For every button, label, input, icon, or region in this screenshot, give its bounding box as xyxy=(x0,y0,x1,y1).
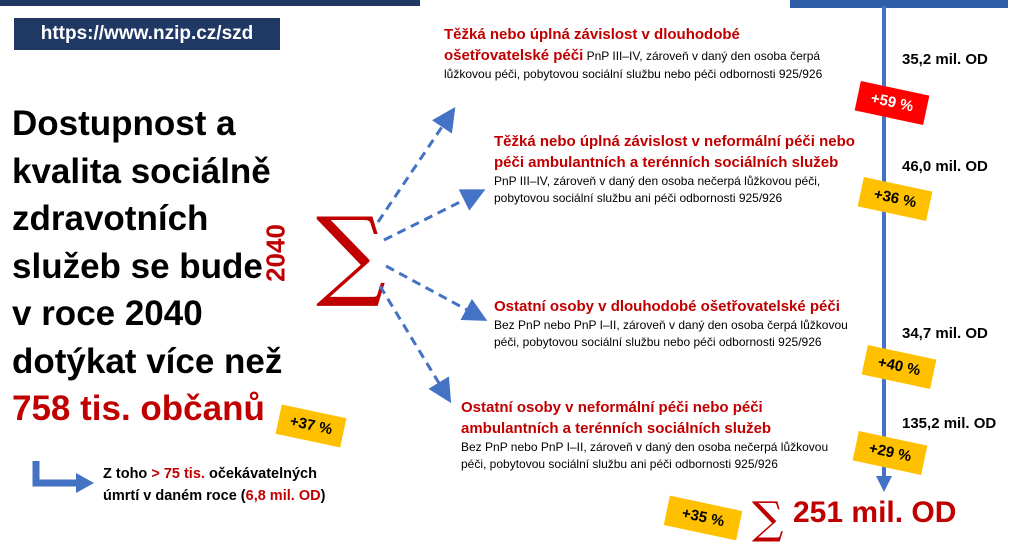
group-description: PnP III–IV, zároveň v daný den osoba čerpá lůžkovou péči, pobytovou sociální službu nebo péči odbornosti 925/926 xyxy=(444,49,823,81)
group-1 xyxy=(444,24,844,83)
headline-line: služeb se bude xyxy=(12,246,263,286)
headline-line: zdravotních xyxy=(12,199,209,238)
dashed-arrow xyxy=(386,266,482,318)
headline-line: Dostupnost a xyxy=(12,104,236,143)
group-title: Ostatní osoby v dlouhodobé ošetřovatelské péči xyxy=(494,298,840,315)
group-title: Těžká nebo úplná závislost v neformální péči nebo péči ambulantních a terénních sociálních služeb xyxy=(494,133,855,171)
group-2 xyxy=(494,131,859,207)
group-4 xyxy=(461,397,841,473)
group-growth-badge: +29 % xyxy=(853,431,928,475)
group-description: PnP III–IV, zároveň v daný den osoba nečerpá lůžkovou péči, pobytovou sociální službu ani péči odbornosti 925/926 xyxy=(494,174,821,205)
group-growth-badge: +36 % xyxy=(858,177,933,221)
dashed-arrow xyxy=(380,286,448,398)
group-value: 135,2 mil. OD xyxy=(902,415,997,432)
total-value: 251 mil. OD xyxy=(793,496,957,529)
group-growth-badge: +40 % xyxy=(862,345,937,389)
headline-growth-badge: +37 % xyxy=(276,404,347,447)
headline-line: v roce 2040 xyxy=(12,294,203,333)
headline-highlight: 758 tis. občanů xyxy=(12,389,265,428)
source-url-label: https://www.nzip.cz/szd xyxy=(14,18,280,50)
headline-line: dotýkat více než xyxy=(12,341,283,381)
dashed-arrow xyxy=(384,192,480,240)
total-growth-badge: +35 % xyxy=(664,496,743,541)
vertical-arrow-head xyxy=(876,476,892,492)
group-description: Bez PnP nebo PnP I–II, zároveň v daný den osoba nečerpá lůžkovou péči, pobytovou sociální službu ani péči odbornosti 925/926 xyxy=(461,440,829,471)
group-3 xyxy=(494,296,849,351)
group-description: Bez PnP nebo PnP I–II, zároveň v daný den osoba čerpá lůžkovou péči, pobytovou sociální službu nebo péči odbornosti 925/926 xyxy=(494,318,848,349)
note-highlight-od: 6,8 mil. OD xyxy=(245,488,321,504)
sigma-icon: ∑ xyxy=(316,197,386,311)
year-label: 2040 xyxy=(260,224,291,282)
group-value: 46,0 mil. OD xyxy=(902,158,988,175)
headline-line: kvalita sociálně xyxy=(12,151,271,191)
group-title: Ostatní osoby v neformální péči nebo péči ambulantních a terénních sociálních služeb xyxy=(461,399,772,437)
total-sigma-icon: ∑ xyxy=(752,493,784,544)
group-value: 34,7 mil. OD xyxy=(902,325,988,342)
note-highlight-count: > 75 tis. xyxy=(151,466,205,482)
group-growth-badge: +59 % xyxy=(855,81,930,125)
group-title: Těžká nebo úplná závislost v dlouhodobé ošetřovatelské péči xyxy=(444,26,740,64)
group-value: 35,2 mil. OD xyxy=(902,51,988,68)
dashed-arrow xyxy=(378,112,452,222)
deaths-note: Z toho > 75 tis. očekávatelných úmrtí v daném roce (6,8 mil. OD) xyxy=(103,466,326,504)
